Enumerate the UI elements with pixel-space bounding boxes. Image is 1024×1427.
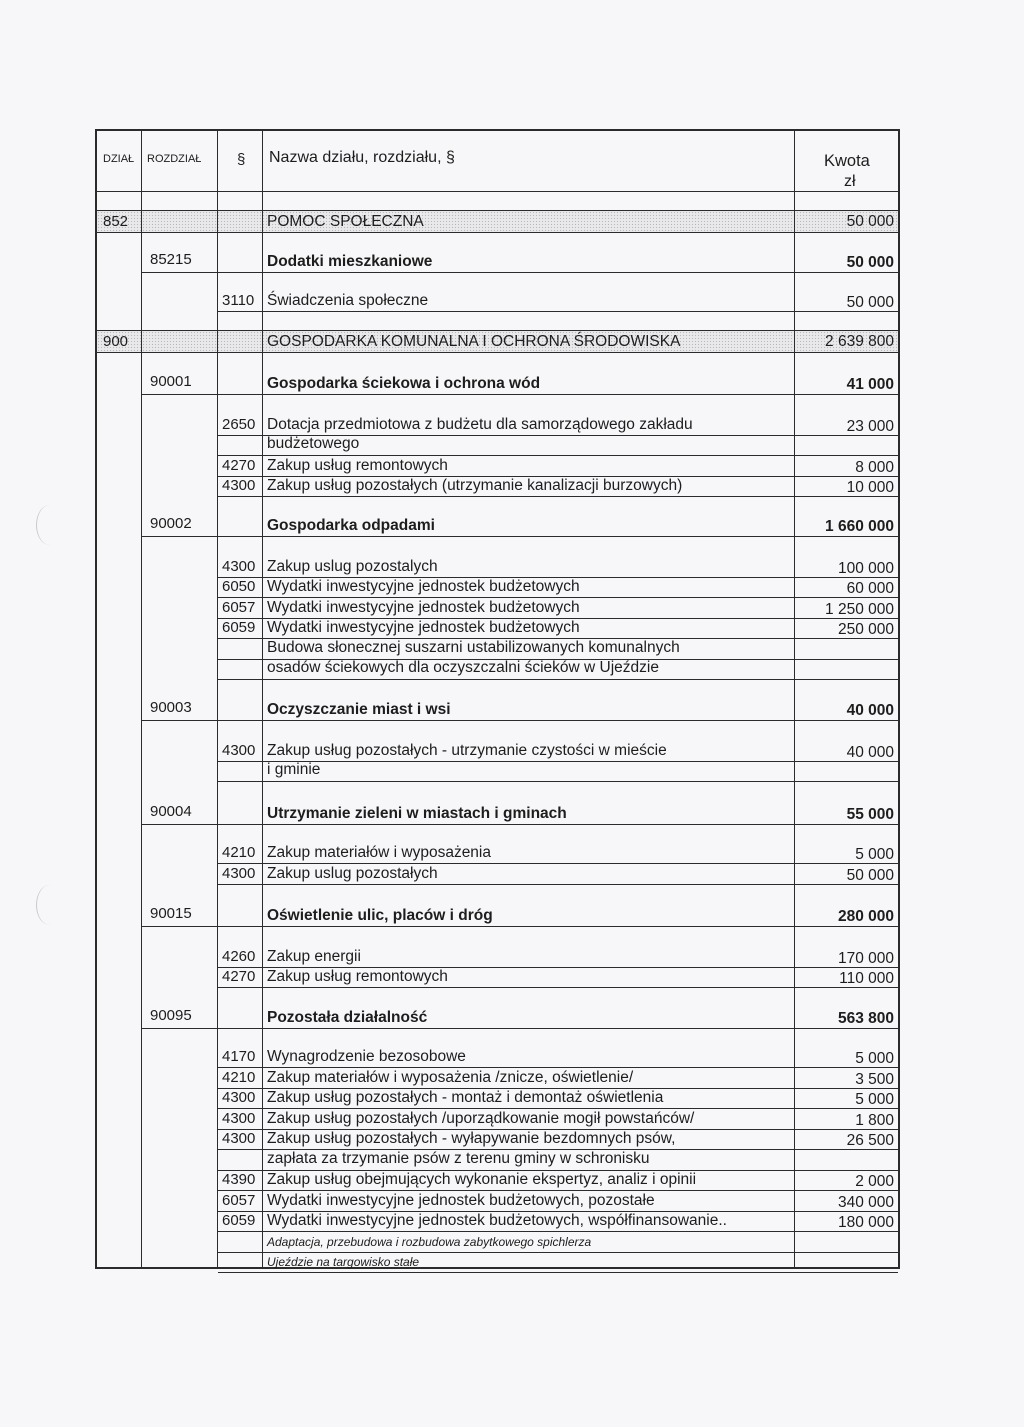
row-underline — [142, 394, 898, 395]
rozdzial-code: 85215 — [150, 251, 192, 268]
rozdzial-amount: 55 000 — [846, 806, 894, 823]
paragraf-amount: 5 000 — [855, 1091, 894, 1108]
paragraf-name: Zakup energii — [267, 948, 361, 965]
paragraf-code: 3110 — [222, 292, 255, 309]
paragraf-amount: 1 250 000 — [825, 601, 894, 618]
paragraf-amount: 180 000 — [837, 1214, 894, 1231]
paragraf-amount: 50 000 — [846, 294, 894, 311]
paragraf-name: Zakup usług remontowych — [267, 457, 448, 474]
paragraf-code: 4300 — [222, 477, 256, 494]
paragraf-amount: 1 800 — [855, 1112, 894, 1129]
paragraf-code: 4270 — [222, 968, 256, 985]
row-underline — [218, 781, 898, 782]
row-underline — [142, 536, 898, 537]
paragraf-code: 4300 — [222, 1089, 256, 1106]
paragraf-code: 6057 — [222, 1192, 256, 1209]
paragraf-name-continued: Budowa słonecznej suszarni ustabilizowanych komunalnych — [267, 639, 680, 656]
paragraf-name: Dotacja przedmiotowa z budżetu dla samorządowego zakładu — [267, 416, 693, 433]
dzial-amount: 2 639 800 — [825, 333, 894, 350]
paragraf-amount: 100 000 — [837, 560, 894, 577]
paragraf-name: Wynagrodzenie bezosobowe — [267, 1048, 466, 1065]
paragraf-name: Wydatki inwestycyjne jednostek budżetowych, pozostałe — [267, 1192, 655, 1209]
paragraf-amount: 60 000 — [846, 580, 894, 597]
header-rozdzial: ROZDZIAŁ — [147, 153, 202, 165]
column-divider — [141, 131, 142, 1267]
paragraf-code: 4390 — [222, 1171, 256, 1188]
punch-hole-mark — [36, 885, 63, 925]
row-underline — [218, 679, 898, 680]
paragraf-name: Wydatki inwestycyjne jednostek budżetowych — [267, 599, 580, 616]
paragraf-amount: 2 000 — [855, 1173, 894, 1190]
rozdzial-amount: 40 000 — [846, 702, 894, 719]
paragraf-code: 6059 — [222, 1212, 256, 1229]
dzial-code: 900 — [103, 333, 129, 350]
paragraf-code: 6050 — [222, 578, 256, 595]
rozdzial-code: 90015 — [150, 905, 192, 922]
paragraf-amount: 23 000 — [846, 418, 894, 435]
budget-table — [95, 129, 900, 1269]
rozdzial-amount: 41 000 — [846, 376, 894, 393]
paragraf-amount: 3 500 — [855, 1071, 894, 1088]
row-underline — [142, 720, 898, 721]
paragraf-code: 4300 — [222, 1130, 256, 1147]
rozdzial-amount: 280 000 — [837, 908, 894, 925]
paragraf-code: 4300 — [222, 1110, 256, 1127]
paragraf-amount: 170 000 — [837, 950, 894, 967]
header-kwota: Kwota — [824, 152, 870, 170]
row-underline — [142, 1028, 898, 1029]
paragraf-code: 4300 — [222, 558, 256, 575]
header-paragraf: § — [237, 151, 246, 168]
paragraf-code: 2650 — [222, 416, 256, 433]
column-divider — [262, 131, 263, 1267]
paragraf-code: 4170 — [222, 1048, 256, 1065]
paragraf-name: Zakup usług obejmujących wykonanie ekspertyz, analiz i opinii — [267, 1171, 697, 1188]
paragraf-name: Zakup materiałów i wyposażenia — [267, 844, 491, 861]
header-kwota-unit: zł — [844, 173, 856, 190]
paragraf-name: Świadczenia społeczne — [267, 292, 429, 309]
paragraf-code: 6057 — [222, 599, 256, 616]
paragraf-amount: 250 000 — [837, 621, 894, 638]
paragraf-amount: 5 000 — [855, 846, 894, 863]
paragraf-code: 4270 — [222, 457, 256, 474]
rozdzial-amount: 563 800 — [837, 1010, 894, 1027]
paragraf-code: 6059 — [222, 619, 256, 636]
paragraf-amount: 5 000 — [855, 1050, 894, 1067]
rozdzial-name: Oświetlenie ulic, placów i dróg — [267, 907, 493, 924]
project-note: Ujeździe na targowisko stałe — [267, 1255, 420, 1269]
rozdzial-name: Oczyszczanie miast i wsi — [267, 701, 451, 718]
column-divider — [794, 131, 795, 1267]
rozdzial-name: Gospodarka odpadami — [267, 517, 435, 534]
row-underline — [218, 987, 898, 988]
paragraf-name: Zakup usług pozostałych - wyłapywanie bezdomnych psów, — [267, 1130, 676, 1147]
paragraf-name: Wydatki inwestycyjne jednostek budżetowych, współfinansowanie.. — [267, 1212, 727, 1229]
row-underline — [218, 1272, 898, 1273]
paragraf-code: 4260 — [222, 948, 256, 965]
rozdzial-code: 90004 — [150, 803, 192, 820]
paragraf-code: 4300 — [222, 865, 256, 882]
paragraf-code: 4210 — [222, 844, 256, 861]
rozdzial-amount: 50 000 — [846, 254, 894, 271]
paragraf-amount: 26 500 — [846, 1132, 894, 1149]
row-underline — [218, 884, 898, 885]
rozdzial-code: 90002 — [150, 515, 192, 532]
row-underline — [142, 926, 898, 927]
paragraf-name: Wydatki inwestycyjne jednostek budżetowych — [267, 578, 580, 595]
rozdzial-code: 90095 — [150, 1007, 192, 1024]
paragraf-name: Zakup usług pozostałych (utrzymanie kanalizacji burzowych) — [267, 477, 683, 494]
paragraf-code: 4300 — [222, 742, 256, 759]
paragraf-name-continued: budżetowego — [267, 435, 360, 452]
paragraf-name-continued: osadów ściekowych dla oczyszczalni ścieków w Ujeździe — [267, 659, 659, 676]
rozdzial-code: 90001 — [150, 373, 192, 390]
dzial-name: GOSPODARKA KOMUNALNA I OCHRONA ŚRODOWISKA — [267, 333, 681, 350]
punch-hole-mark — [36, 505, 63, 545]
paragraf-name: Zakup uslug pozostalych — [267, 558, 438, 575]
paragraf-amount: 110 000 — [839, 970, 894, 987]
paragraf-name-continued: zapłata za trzymanie psów z terenu gminy w schronisku — [267, 1150, 650, 1167]
header-dzial: DZIAŁ — [103, 153, 135, 165]
paragraf-amount: 50 000 — [846, 867, 894, 884]
header-nazwa: Nazwa działu, rozdziału, § — [269, 149, 455, 166]
paragraf-name: Zakup usług pozostałych - montaż i demontaż oświetlenia — [267, 1089, 664, 1106]
paragraf-name: Zakup usług pozostałych - utrzymanie czystości w mieście — [267, 742, 667, 759]
project-note: Adaptacja, przebudowa i rozbudowa zabytkowego spichlerza — [267, 1235, 592, 1249]
row-underline — [218, 311, 898, 312]
paragraf-amount: 10 000 — [846, 479, 894, 496]
rozdzial-name: Pozostała działalność — [267, 1009, 428, 1026]
paragraf-name-continued: i gminie — [267, 761, 321, 778]
paragraf-name: Zakup materiałów i wyposażenia /znicze, oświetlenie/ — [267, 1069, 634, 1086]
rozdzial-name: Dodatki mieszkaniowe — [267, 253, 433, 270]
paragraf-amount: 8 000 — [855, 459, 894, 476]
row-underline — [218, 496, 898, 497]
rozdzial-name: Gospodarka ściekowa i ochrona wód — [267, 375, 541, 392]
paragraf-name: Zakup uslug pozostałych — [267, 865, 438, 882]
paragraf-name: Zakup usług pozostałych /uporządkowanie mogił powstańców/ — [267, 1110, 695, 1127]
row-underline — [142, 272, 898, 273]
dzial-code: 852 — [103, 213, 129, 230]
rozdzial-name: Utrzymanie zieleni w miastach i gminach — [267, 805, 567, 822]
paragraf-name: Zakup usług remontowych — [267, 968, 448, 985]
paragraf-amount: 40 000 — [846, 744, 894, 761]
paragraf-name: Wydatki inwestycyjne jednostek budżetowych — [267, 619, 580, 636]
paragraf-code: 4210 — [222, 1069, 256, 1086]
dzial-name: POMOC SPOŁECZNA — [267, 213, 424, 230]
column-divider — [217, 131, 218, 1267]
rozdzial-amount: 1 660 000 — [825, 518, 894, 535]
row-underline — [142, 824, 898, 825]
dzial-amount: 50 000 — [846, 213, 894, 230]
rozdzial-code: 90003 — [150, 699, 192, 716]
paragraf-amount: 340 000 — [837, 1194, 894, 1211]
